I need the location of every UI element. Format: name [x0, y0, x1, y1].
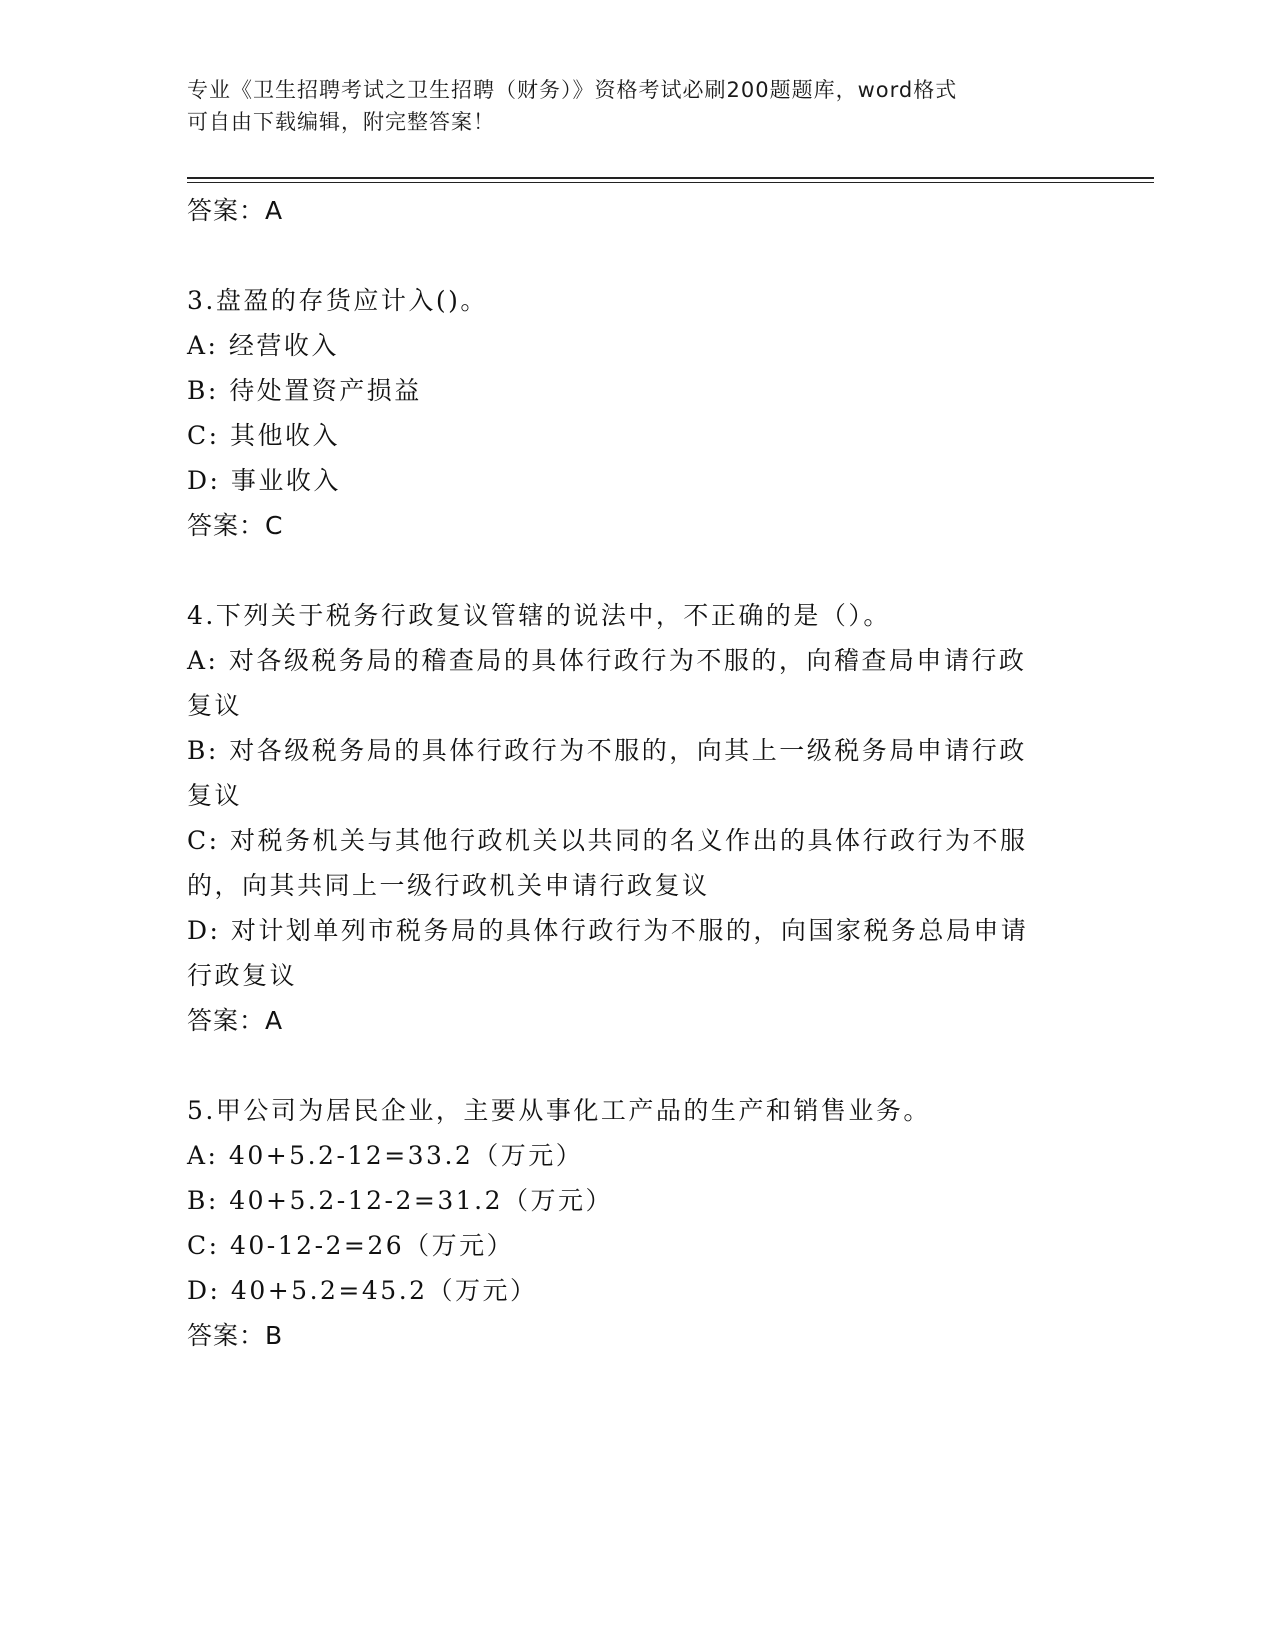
option-b-continued: 复议: [187, 781, 243, 810]
option-b: B: 对各级税务局的具体行政行为不服的，向其上一级税务局申请行政: [187, 736, 1027, 765]
question-stem: 4.下列关于税务行政复议管辖的说法中，不正确的是（）。: [187, 601, 891, 630]
option-c-continued: 的，向其共同上一级行政机关申请行政复议: [187, 871, 710, 900]
question-stem: 3.盘盈的存货应计入()。: [187, 286, 488, 315]
option-d: D: 事业收入: [187, 466, 341, 495]
option-a: A: 40+5.2-12=33.2（万元）: [187, 1141, 584, 1170]
option-a: A: 经营收入: [187, 331, 339, 360]
option-d: D: 40+5.2=45.2（万元）: [187, 1276, 538, 1305]
answer-line: 答案：A: [187, 1006, 284, 1035]
option-d: D: 对计划单列市税务局的具体行政行为不服的，向国家税务总局申请: [187, 916, 1029, 945]
option-a: A: 对各级税务局的稽查局的具体行政行为不服的，向稽查局申请行政: [187, 646, 1027, 675]
question-item: [187, 1088, 1077, 1358]
header-line-1: 专业《卫生招聘考试之卫生招聘（财务）》资格考试必刷200题题库，word格式: [187, 78, 958, 102]
document-header: [187, 74, 1087, 138]
option-a-continued: 复议: [187, 691, 243, 720]
question-item: [187, 278, 1077, 548]
option-d-continued: 行政复议: [187, 961, 298, 990]
option-c: C: 40-12-2=26（万元）: [187, 1231, 515, 1260]
option-c: C: 对税务机关与其他行政机关以共同的名义作出的具体行政行为不服: [187, 826, 1028, 855]
option-b: B: 40+5.2-12-2=31.2（万元）: [187, 1186, 613, 1215]
answer-line: 答案：B: [187, 1321, 284, 1350]
question-item: [187, 593, 1077, 1043]
header-rule-thick: [187, 177, 1154, 179]
answer-line: 答案：C: [187, 511, 284, 540]
header-rule-thin: [187, 182, 1154, 183]
header-line-2: 可自由下载编辑，附完整答案！: [187, 110, 495, 134]
question-list: [187, 188, 1077, 1358]
option-b: B: 待处置资产损益: [187, 376, 422, 405]
question-stem: 5.甲公司为居民企业，主要从事化工产品的生产和销售业务。: [187, 1096, 931, 1125]
option-c: C: 其他收入: [187, 421, 340, 450]
answer-line: 答案：A: [187, 196, 284, 225]
